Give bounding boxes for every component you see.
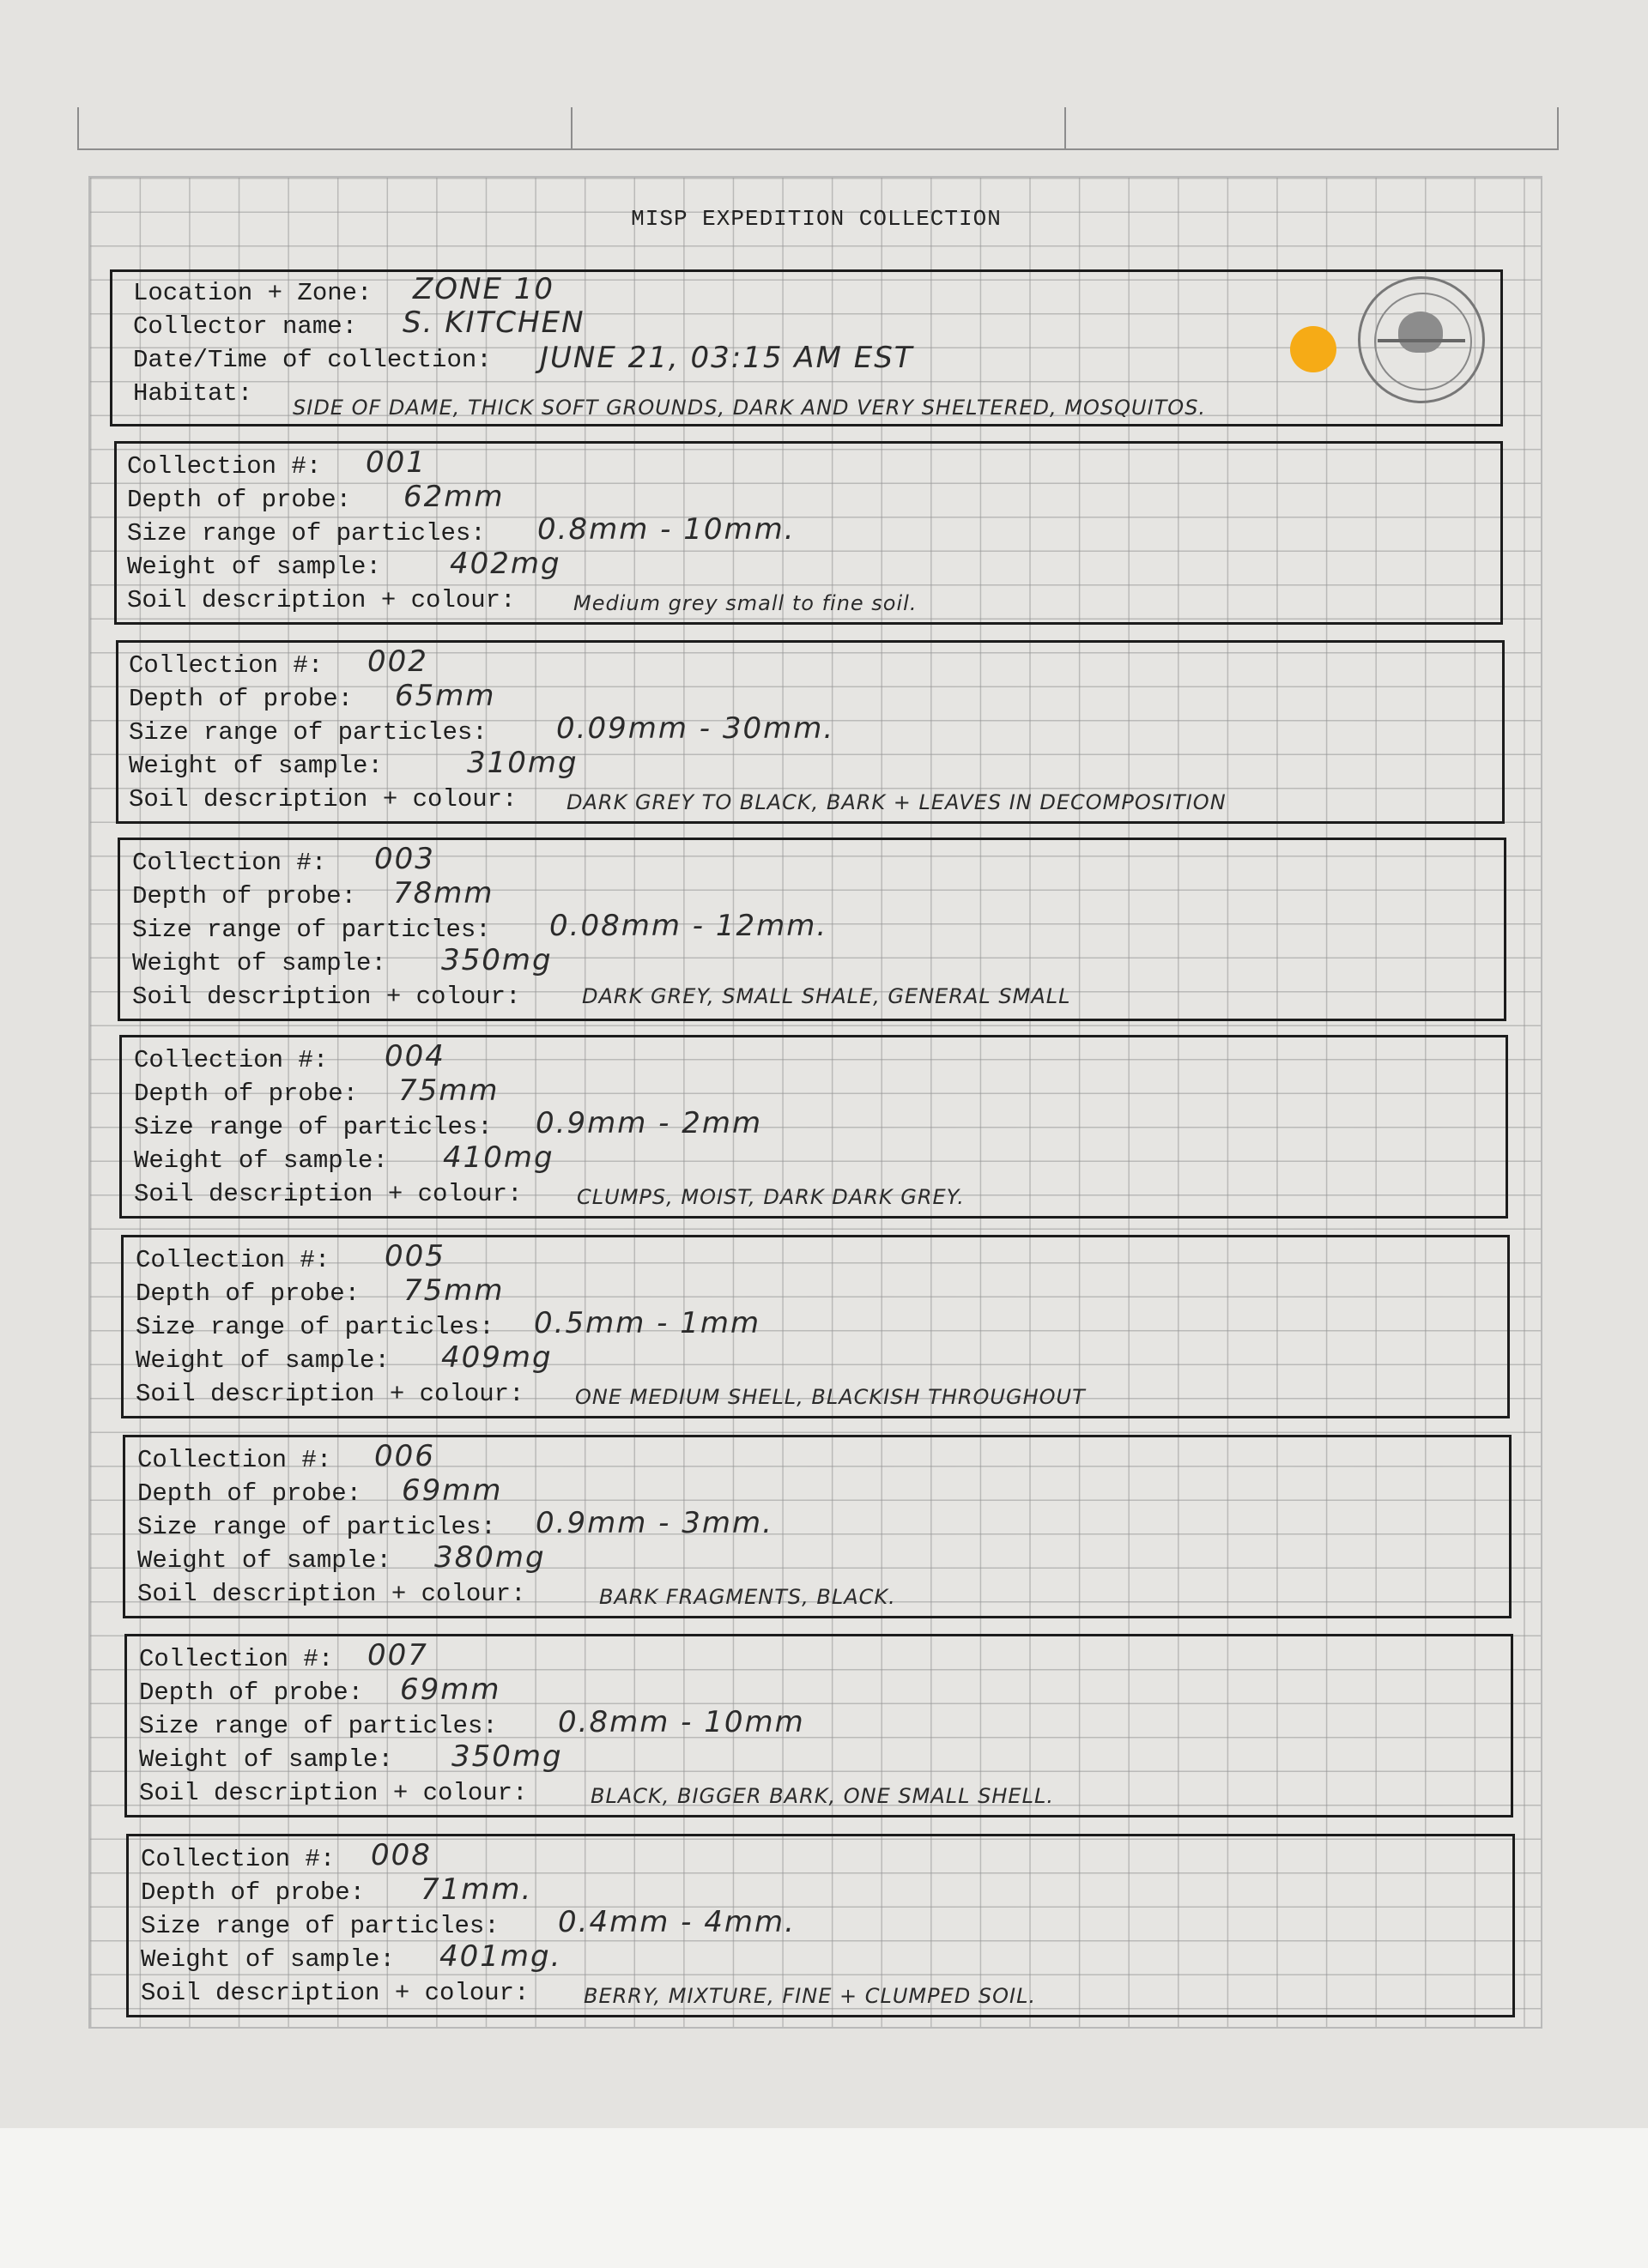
soil-label: Soil description + colour: (139, 1779, 528, 1807)
location-value: ZONE 10 (413, 272, 555, 306)
collection-box (126, 1834, 1515, 2017)
collection-number: 004 (385, 1039, 445, 1074)
depth-label: Depth of probe: (129, 685, 354, 713)
soil-value: DARK GREY TO BLACK, BARK + LEAVES IN DECOMPOSITION (566, 790, 1227, 814)
collection-number: 002 (367, 644, 428, 679)
depth-value: 78mm (393, 876, 494, 910)
collection-label: Collection #: (139, 1645, 334, 1673)
soil-value: BLACK, BIGGER BARK, ONE SMALL SHELL. (591, 1784, 1054, 1808)
datetime-value: JUNE 21, 03:15 AM EST (540, 341, 914, 375)
size-label: Size range of particles: (127, 519, 486, 547)
weight-label: Weight of sample: (141, 1945, 395, 1974)
location-label: Location + Zone: (133, 279, 373, 307)
collection-label: Collection #: (137, 1446, 332, 1474)
weight-label: Weight of sample: (129, 752, 383, 780)
depth-value: 62mm (403, 480, 505, 514)
soil-label: Soil description + colour: (136, 1380, 524, 1408)
soil-value: DARK GREY, SMALL SHALE, GENERAL SMALL (582, 984, 1071, 1008)
size-label: Size range of particles: (129, 718, 488, 747)
size-label: Size range of particles: (139, 1712, 498, 1740)
weight-value: 401mg. (439, 1939, 562, 1974)
weight-label: Weight of sample: (136, 1346, 390, 1375)
collection-box (121, 1235, 1510, 1418)
depth-value: 75mm (398, 1074, 500, 1108)
collection-number: 007 (367, 1638, 428, 1672)
soil-label: Soil description + colour: (134, 1180, 523, 1208)
collection-box (123, 1435, 1512, 1618)
collection-number: 003 (374, 842, 435, 876)
collection-label: Collection #: (132, 849, 327, 877)
collection-label: Collection #: (134, 1046, 329, 1074)
size-label: Size range of particles: (132, 916, 491, 944)
soil-label: Soil description + colour: (127, 586, 516, 614)
collection-number: 001 (366, 445, 427, 480)
depth-label: Depth of probe: (136, 1279, 360, 1308)
tab-divider (571, 107, 573, 148)
weight-value: 350mg (451, 1739, 563, 1774)
soil-value: BERRY, MIXTURE, FINE + CLUMPED SOIL. (584, 1984, 1037, 2008)
form-title: MISP EXPEDITION COLLECTION (631, 206, 1002, 232)
soil-value: BARK FRAGMENTS, BLACK. (599, 1585, 896, 1609)
size-value: 0.8mm - 10mm (558, 1705, 805, 1739)
soil-value: Medium grey small to fine soil. (573, 591, 918, 615)
depth-label: Depth of probe: (134, 1080, 359, 1108)
collection-number: 008 (371, 1838, 432, 1872)
weight-value: 310mg (467, 746, 579, 780)
collection-label: Collection #: (127, 452, 322, 481)
collector-value: S. KITCHEN (403, 305, 585, 340)
depth-value: 71mm. (421, 1872, 533, 1907)
collection-label: Collection #: (141, 1845, 336, 1873)
size-value: 0.9mm - 3mm. (536, 1506, 773, 1540)
weight-value: 402mg (450, 547, 561, 581)
depth-value: 75mm (403, 1273, 505, 1308)
depth-label: Depth of probe: (132, 882, 357, 910)
size-value: 0.8mm - 10mm. (537, 512, 796, 547)
tab-divider (1064, 107, 1066, 148)
weight-label: Weight of sample: (137, 1546, 391, 1575)
weight-value: 380mg (434, 1540, 546, 1575)
depth-label: Depth of probe: (137, 1479, 362, 1508)
weight-label: Weight of sample: (134, 1146, 388, 1175)
depth-value: 65mm (395, 679, 496, 713)
size-label: Size range of particles: (141, 1912, 500, 1940)
expedition-seal-stamp (1358, 276, 1485, 403)
collection-box (119, 1035, 1508, 1219)
weight-value: 410mg (443, 1140, 554, 1175)
weight-value: 350mg (441, 943, 553, 977)
habitat-value: SIDE OF DAME, THICK SOFT GROUNDS, DARK AND VERY SHELTERED, MOSQUITOS. (293, 396, 1207, 420)
collection-box (116, 640, 1505, 824)
collection-label: Collection #: (129, 651, 324, 680)
depth-label: Depth of probe: (139, 1678, 364, 1707)
size-value: 0.09mm - 30mm. (556, 711, 835, 746)
collector-label: Collector name: (133, 312, 358, 341)
habitat-label: Habitat: (133, 379, 253, 408)
size-value: 0.4mm - 4mm. (558, 1905, 796, 1939)
soil-label: Soil description + colour: (132, 983, 521, 1011)
soil-label: Soil description + colour: (141, 1979, 530, 2007)
collection-number: 006 (374, 1439, 435, 1473)
size-label: Size range of particles: (134, 1113, 493, 1141)
orange-sticker (1290, 326, 1336, 372)
size-value: 0.08mm - 12mm. (549, 909, 828, 943)
size-value: 0.5mm - 1mm (534, 1306, 761, 1340)
size-label: Size range of particles: (136, 1313, 494, 1341)
depth-label: Depth of probe: (127, 486, 352, 514)
weight-value: 409mg (441, 1340, 553, 1375)
scan-background (0, 2128, 1648, 2268)
soil-value: ONE MEDIUM SHELL, BLACKISH THROUGHOUT (575, 1385, 1086, 1409)
collection-box (114, 441, 1503, 625)
soil-label: Soil description + colour: (137, 1580, 526, 1608)
collection-number: 005 (385, 1239, 445, 1273)
size-label: Size range of particles: (137, 1513, 496, 1541)
soil-value: CLUMPS, MOIST, DARK DARK GREY. (577, 1185, 965, 1209)
depth-value: 69mm (402, 1473, 503, 1508)
soil-label: Soil description + colour: (129, 785, 518, 813)
weight-label: Weight of sample: (132, 949, 386, 977)
datetime-label: Date/Time of collection: (133, 346, 492, 374)
top-tab-bar (77, 107, 1559, 150)
size-value: 0.9mm - 2mm (536, 1106, 763, 1140)
collection-label: Collection #: (136, 1246, 330, 1274)
weight-label: Weight of sample: (139, 1745, 393, 1774)
collection-box (124, 1634, 1513, 1817)
depth-value: 69mm (400, 1672, 501, 1707)
collection-box (118, 838, 1506, 1021)
depth-label: Depth of probe: (141, 1878, 366, 1907)
weight-label: Weight of sample: (127, 553, 381, 581)
